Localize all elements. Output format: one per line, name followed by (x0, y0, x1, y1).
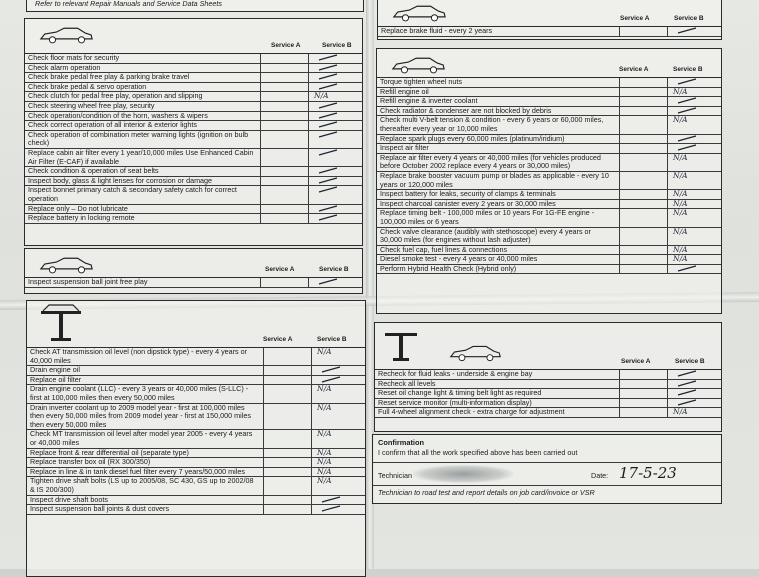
column-divider (619, 190, 620, 199)
column-divider (667, 107, 668, 116)
checklist-row (27, 505, 365, 515)
checklist-row (27, 496, 365, 506)
checklist-item-text: Replace battery in locking remote (28, 214, 135, 223)
checklist-item-text: Check operation of combination meter warning lights (ignition on bulb check) (28, 130, 249, 148)
checklist-row (27, 385, 365, 403)
column-divider (311, 376, 312, 385)
service-b-mark: N/A (673, 190, 688, 199)
handwritten-tick (677, 389, 697, 397)
engine-bay-panel (376, 48, 722, 314)
column-divider (260, 92, 261, 101)
checklist-item-text: Replace only – Do not lubricate (28, 204, 128, 213)
checklist-item-text: Full 4-wheel alignment check - extra charge for adjustment (378, 408, 565, 417)
column-divider (619, 78, 620, 87)
column-divider (263, 404, 264, 430)
redacted-name (413, 465, 513, 483)
handwritten-tick (677, 107, 697, 115)
column-divider (667, 135, 668, 144)
checklist-item-text: Replace cabin air filter every 1 year/10,000 miles Use Enhanced Cabin Air Filter (E-CAF) if available (28, 148, 254, 166)
column-divider (308, 186, 309, 203)
checklist-item-text: Reset service monitor (multi-information display) (378, 398, 532, 407)
service-b-mark: N/A (317, 467, 332, 476)
checklist (378, 27, 721, 37)
checklist-item-text: Replace timing belt - 100,000 miles or 10 years For 1G-FE engine - 100,000 miles or 6 years (380, 209, 595, 226)
service-b-mark: N/A (317, 430, 332, 439)
checklist-item-text: Reset oil change light & timing belt light as required (378, 389, 542, 398)
checklist-row (377, 144, 721, 154)
column-divider (263, 376, 264, 385)
checklist-row (25, 92, 362, 102)
column-divider (260, 112, 261, 121)
checklist-item-text: Drain engine coolant (LLC) - every 3 years or 40,000 miles (S-LLC) - first at 100,000 miles then every 50,000 miles (30, 385, 249, 402)
checklist-item-text: Check brake pedal & servo operation (28, 82, 147, 91)
checklist-row (27, 458, 365, 468)
checklist-item-text: Replace spark plugs every 60,000 miles (platinum/iridium) (380, 134, 565, 143)
column-divider (260, 177, 261, 186)
column-divider (308, 205, 309, 214)
handwritten-tick (321, 505, 341, 513)
column-divider (308, 102, 309, 111)
checklist-item-text: Replace oil filter (30, 375, 82, 384)
column-divider (619, 200, 620, 209)
panel-header (25, 19, 362, 54)
col-service-a: Service A (619, 66, 649, 73)
checklist-row (25, 214, 362, 224)
column-divider (667, 27, 668, 36)
service-b-mark: N/A (317, 477, 332, 486)
checklist-item-text: Recheck for fluid leaks - underside & engine bay (378, 370, 533, 378)
column-divider (308, 54, 309, 63)
handwritten-tick (318, 186, 338, 194)
column-divider (619, 172, 620, 189)
interior-checks-panel (24, 18, 363, 246)
service-b-mark: N/A (673, 209, 688, 218)
service-b-mark: N/A (673, 255, 688, 264)
car-lift-icon (33, 303, 87, 343)
column-divider (667, 228, 668, 245)
column-divider (308, 167, 309, 176)
col-service-b: Service B (319, 266, 349, 273)
checklist-item-text: Drain inverter coolant up to 2009 model year - first at 100,000 miles then every 50,000 miles from 2009 model year - first at 150,000 miles then every 50,000 miles (30, 403, 251, 429)
column-divider (311, 458, 312, 467)
checklist-row (25, 112, 362, 122)
checklist-row (27, 376, 365, 386)
col-service-b: Service B (674, 15, 704, 22)
checklist-item-text: Check brake pedal free play & parking brake travel (28, 73, 190, 82)
checklist-row (375, 408, 721, 418)
date-label: Date: (591, 471, 609, 480)
checklist-row (377, 265, 721, 275)
service-b-mark: N/A (673, 87, 688, 96)
column-divider (260, 83, 261, 92)
column-divider (308, 64, 309, 73)
car-icon (37, 255, 95, 275)
checklist-row (25, 205, 362, 215)
checklist-item-text: Inspect bonnet primary catch & secondary safety catch for correct operation (28, 186, 237, 203)
underside-panel (26, 300, 366, 577)
col-service-b: Service B (673, 66, 703, 73)
checklist-item-text: Refill engine oil (380, 87, 429, 96)
checklist-row (25, 278, 362, 288)
confirmation-title: Confirmation (378, 438, 424, 447)
column-divider (263, 385, 264, 402)
checklist-item-text: Torque tighten wheel nuts (380, 78, 462, 86)
checklist-item-text: Check AT transmission oil level (non dipstick type) - every 4 years or 40,000 miles (30, 348, 248, 365)
column-divider (311, 366, 312, 375)
handwritten-tick (318, 102, 338, 110)
handwritten-tick (677, 380, 697, 388)
checklist-item-text: Tighten drive shaft bolts (LS up to 2005/08, SC 430, GS up to 2002/08 & IS 200/300) (30, 477, 254, 494)
checklist-item-text: Recheck all levels (378, 379, 436, 388)
checklist-row (25, 64, 362, 74)
service-b-mark: N/A (317, 458, 332, 467)
column-divider (667, 88, 668, 97)
column-divider (311, 385, 312, 402)
panel-header (375, 323, 721, 370)
col-service-a: Service A (263, 336, 293, 343)
checklist-item-text: Inspect battery for leaks, security of clamps & terminals (380, 190, 556, 199)
column-divider (263, 449, 264, 458)
service-b-mark: N/A (673, 171, 688, 180)
column-divider (667, 380, 668, 389)
checklist-row (377, 255, 721, 265)
column-divider (311, 348, 312, 365)
car-icon (389, 55, 447, 75)
checklist-item-text: Drain engine oil (30, 366, 80, 375)
column-divider (311, 430, 312, 447)
checklist-row (377, 209, 721, 227)
technician-label: Technician (378, 471, 412, 480)
checklist-row (377, 154, 721, 172)
checklist-item-text: Replace air filter every 4 years or 40,000 miles (for vehicles produced before October 2002 replace every 4 years or 30,000 miles) (380, 153, 601, 171)
checklist-item-text: Perform Hybrid Health Check (Hybrid only) (380, 264, 517, 273)
checklist-row (27, 477, 365, 495)
checklist-item-text: Check alarm operation (28, 63, 101, 72)
checklist-row (377, 190, 721, 200)
checklist-row (377, 116, 721, 134)
handwritten-tick (677, 399, 697, 407)
service-b-mark: N/A (673, 408, 688, 417)
checklist-row (25, 167, 362, 177)
column-divider (667, 370, 668, 379)
checklist-row (377, 78, 721, 88)
handwritten-tick (321, 366, 341, 374)
checklist-item-text: Check radiator & condenser are not blocked by debris (380, 106, 552, 115)
car-icon (447, 343, 503, 363)
column-divider (260, 186, 261, 203)
col-service-a: Service A (621, 358, 651, 365)
checklist-row (25, 177, 362, 187)
confirmation-footer: Technician to road test and report details on job card/invoice or VSR (378, 488, 595, 497)
checklist-row (25, 131, 362, 149)
handwritten-tick (318, 73, 338, 81)
panel-header (377, 49, 721, 78)
column-divider (311, 505, 312, 514)
column-divider (260, 214, 261, 223)
column-divider (619, 144, 620, 153)
checklist-item-text: Check multi V-belt tension & condition - every 6 years or 60,000 miles, thereafter every year or 10,000 miles (380, 116, 604, 133)
checklist-row (27, 404, 365, 431)
handwritten-tick (318, 54, 338, 62)
column-divider (619, 246, 620, 255)
handwritten-tick (321, 496, 341, 504)
column-divider (260, 54, 261, 63)
checklist-item-text: Refill engine & inverter coolant (380, 97, 478, 106)
header-note-box (26, 0, 364, 12)
checklist-row (27, 366, 365, 376)
service-b-mark: N/A (673, 116, 688, 125)
column-divider (619, 399, 620, 408)
column-divider (619, 116, 620, 133)
column-divider (311, 496, 312, 505)
column-divider (667, 209, 668, 226)
confirmation-statement: I confirm that all the work specified above has been carried out (373, 448, 721, 463)
checklist-item-text: Check fuel cap, fuel lines & connections (380, 245, 508, 254)
handwritten-tick (318, 64, 338, 72)
column-divider (308, 177, 309, 186)
column-divider (260, 131, 261, 148)
checklist-row (25, 149, 362, 167)
checklist (377, 78, 721, 274)
handwritten-tick (677, 97, 697, 105)
checklist-item-text: Check floor mats for security (28, 54, 120, 62)
column-divider (667, 255, 668, 264)
checklist (375, 370, 721, 418)
date-value: 17-5-23 (619, 464, 677, 482)
column-divider (260, 167, 261, 176)
column-divider (619, 228, 620, 245)
column-divider (263, 468, 264, 477)
service-b-mark: N/A (317, 448, 332, 457)
checklist-row (377, 246, 721, 256)
column-divider (311, 477, 312, 494)
column-divider (619, 88, 620, 97)
handwritten-tick (318, 167, 338, 175)
column-divider (619, 27, 620, 36)
checklist-row (27, 468, 365, 478)
column-divider (619, 408, 620, 417)
column-divider (667, 116, 668, 133)
column-divider (619, 97, 620, 106)
column-divider (263, 477, 264, 494)
service-b-mark: N/A (673, 153, 688, 162)
column-divider (308, 149, 309, 166)
checklist-item-text: Check MT transmission oil level after model year 2005 - every 4 years or 40,000 miles (30, 430, 253, 447)
handwritten-tick (318, 121, 338, 129)
service-b-mark: N/A (317, 403, 332, 412)
column-divider (667, 78, 668, 87)
column-divider (311, 468, 312, 477)
column-divider (667, 265, 668, 274)
column-divider (667, 97, 668, 106)
service-b-mark: N/A (673, 245, 688, 254)
service-b-mark: N/A (673, 199, 688, 208)
column-divider (308, 73, 309, 82)
column-divider (667, 144, 668, 153)
column-divider (619, 154, 620, 171)
column-divider (619, 380, 620, 389)
column-divider (260, 64, 261, 73)
service-b-mark: N/A (317, 385, 332, 394)
handwritten-tick (318, 131, 338, 139)
column-divider (263, 458, 264, 467)
checklist-row (377, 135, 721, 145)
checklist-row (25, 186, 362, 204)
col-service-a: Service A (271, 42, 301, 49)
checklist-row (375, 370, 721, 380)
col-service-a: Service A (265, 266, 295, 273)
column-divider (260, 102, 261, 111)
car-icon (37, 25, 95, 45)
handwritten-tick (318, 112, 338, 120)
checklist-row (25, 83, 362, 93)
checklist-row (375, 380, 721, 390)
column-divider (667, 154, 668, 171)
column-divider (667, 389, 668, 398)
checklist-item-text: Inspect body, glass & light lenses for corrosion or damage (28, 176, 213, 185)
checklist-row (378, 27, 721, 37)
column-divider (619, 209, 620, 226)
checklist-item-text: Replace brake booster vacuum pump or blades as applicable - every 10 years or 120,000 miles (380, 171, 609, 189)
service-b-mark: N/A (673, 227, 688, 236)
column-divider (667, 200, 668, 209)
checklist-row (377, 97, 721, 107)
checklist-item-text: Check condition & operation of seat belts (28, 167, 159, 176)
checklist-item-text: Inspect charcoal canister every 2 years or 30,000 miles (380, 199, 556, 208)
panel-header (27, 301, 365, 348)
signature-row (373, 463, 721, 486)
checklist-item-text: Check operation/condition of the horn, washers & wipers (28, 111, 208, 120)
checklist-row (27, 348, 365, 366)
checklist-item-text: Diesel smoke test - every 4 years or 40,000 miles (380, 255, 538, 264)
column-divider (263, 348, 264, 365)
suspension-panel (24, 248, 363, 294)
final-checks-panel (374, 322, 722, 432)
checklist-row (377, 172, 721, 190)
checklist (27, 348, 365, 515)
column-divider (260, 73, 261, 82)
checklist-item-text: Inspect suspension ball joints & dust covers (30, 505, 170, 514)
handwritten-tick (677, 78, 697, 86)
checklist-item-text: Check valve clearance (audibly with stethoscope) every 4 years or 30,000 miles (for engines without lash adjuster) (380, 227, 591, 245)
column-divider (260, 149, 261, 166)
handwritten-tick (318, 83, 338, 91)
handwritten-tick (677, 265, 697, 273)
column-divider (311, 404, 312, 430)
column-divider (619, 135, 620, 144)
column-divider (619, 265, 620, 274)
checklist-item-text: Inspect air filter (380, 144, 429, 153)
column-divider (263, 430, 264, 447)
checklist-row (25, 102, 362, 112)
column-divider (308, 278, 309, 287)
column-divider (308, 131, 309, 148)
checklist-item-text: Inspect drive shaft boots (30, 495, 108, 504)
checklist-item-text: Replace brake fluid - every 2 years (381, 27, 493, 35)
checklist-item-text: Inspect suspension ball joint free play (28, 278, 148, 286)
checklist-row (377, 228, 721, 246)
handwritten-tick (677, 27, 697, 35)
column-divider (667, 399, 668, 408)
column-divider (308, 112, 309, 121)
column-divider (667, 246, 668, 255)
handwritten-tick (677, 144, 697, 152)
column-divider (260, 205, 261, 214)
checklist-row (377, 88, 721, 98)
handwritten-tick (318, 278, 338, 286)
checklist-item-text: Replace in line & in tank diesel fuel filter every 7 years/50,000 miles (30, 467, 245, 476)
column-divider (619, 255, 620, 264)
handwritten-tick (677, 135, 697, 143)
checklist (25, 54, 362, 224)
checklist-item-text: Check clutch for pedal free play, operation and slipping (28, 92, 203, 101)
handwritten-tick (318, 214, 338, 222)
handwritten-tick (318, 205, 338, 213)
checklist-row (377, 200, 721, 210)
checklist (25, 278, 362, 288)
checklist-row (25, 54, 362, 64)
col-service-b: Service B (675, 358, 705, 365)
col-service-b: Service B (317, 336, 347, 343)
column-divider (263, 496, 264, 505)
col-service-b: Service B (322, 42, 352, 49)
checklist-item-text: Replace front & rear differential oil (separate type) (30, 448, 189, 457)
checklist-item-text: Replace transfer box oil (RX 300/350) (30, 458, 151, 467)
handwritten-tick (318, 177, 338, 185)
service-b-mark: N/A (317, 348, 332, 356)
checklist-row (27, 449, 365, 459)
handwritten-tick (677, 370, 697, 378)
panel-header (25, 249, 362, 278)
column-divider (260, 121, 261, 130)
checklist-item-text: Check steering wheel free play, security (28, 101, 155, 110)
confirmation-panel (372, 434, 722, 504)
handwritten-tick (318, 149, 338, 157)
column-divider (667, 172, 668, 189)
checklist-row (375, 399, 721, 409)
column-divider (619, 389, 620, 398)
column-divider (308, 121, 309, 130)
column-divider (667, 408, 668, 417)
checklist-row (25, 73, 362, 83)
panel-header (378, 0, 721, 27)
car-icon (390, 3, 448, 23)
header-note: Refer to relevant Repair Manuals and Service Data Sheets (35, 0, 222, 8)
checklist-row (25, 121, 362, 131)
column-divider (619, 107, 620, 116)
checklist-row (377, 107, 721, 117)
service-b-mark: N/A (314, 92, 329, 101)
column-divider (667, 190, 668, 199)
column-divider (308, 214, 309, 223)
col-service-a: Service A (620, 15, 650, 22)
checklist-row (375, 389, 721, 399)
column-divider (311, 449, 312, 458)
column-divider (260, 278, 261, 287)
brake-fluid-panel (377, 0, 722, 40)
column-divider (308, 83, 309, 92)
checklist-row (27, 430, 365, 448)
column-divider (619, 370, 620, 379)
column-divider (308, 92, 309, 101)
column-divider (263, 366, 264, 375)
checklist-item-text: Check correct operation of all interior & exterior lights (28, 121, 197, 130)
car-lift-icon (381, 327, 421, 363)
handwritten-tick (321, 376, 341, 384)
column-divider (263, 505, 264, 514)
